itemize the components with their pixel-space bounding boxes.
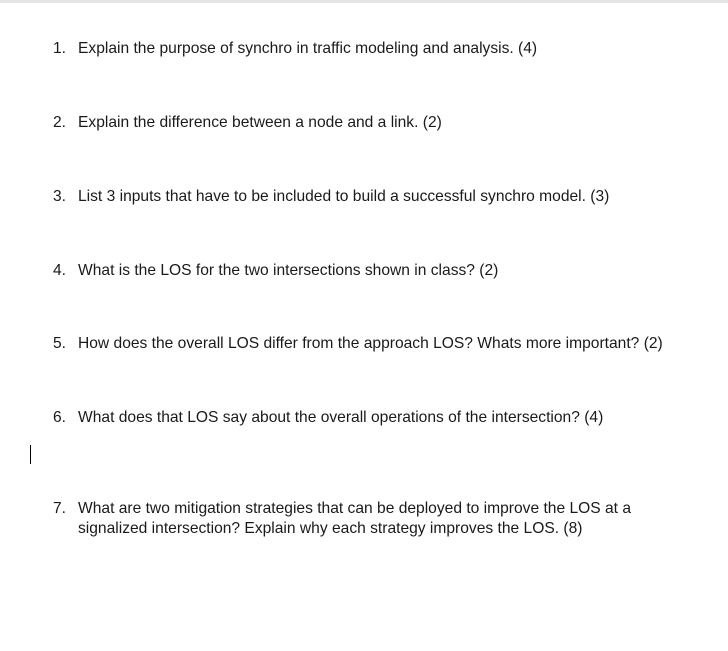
question-text: What is the LOS for the two intersections shown in class? (2) — [78, 262, 499, 279]
question-number: 7. — [53, 500, 67, 517]
question-text: Explain the purpose of synchro in traffic modeling and analysis. (4) — [78, 40, 538, 57]
question-text: What are two mitigation strategies that can be deployed to improve the LOS at a signalized intersection? Explain why each strategy improves the LOS. (8) — [78, 500, 632, 537]
question-text: Explain the difference between a node and a link. (2) — [78, 114, 442, 131]
page-top-edge — [0, 0, 728, 3]
question-text: What does that LOS say about the overall operations of the intersection? (4) — [78, 409, 604, 426]
question-text: List 3 inputs that have to be included to build a successful synchro model. (3) — [78, 188, 610, 205]
question-number: 6. — [53, 409, 67, 426]
question-number: 3. — [53, 188, 67, 205]
question-text: How does the overall LOS differ from the approach LOS? Whats more important? (2) — [78, 335, 663, 352]
question-number: 2. — [53, 114, 67, 131]
question-number: 4. — [53, 262, 67, 279]
text-cursor — [30, 445, 31, 464]
question-number: 5. — [53, 335, 67, 352]
question-number: 1. — [53, 40, 67, 57]
